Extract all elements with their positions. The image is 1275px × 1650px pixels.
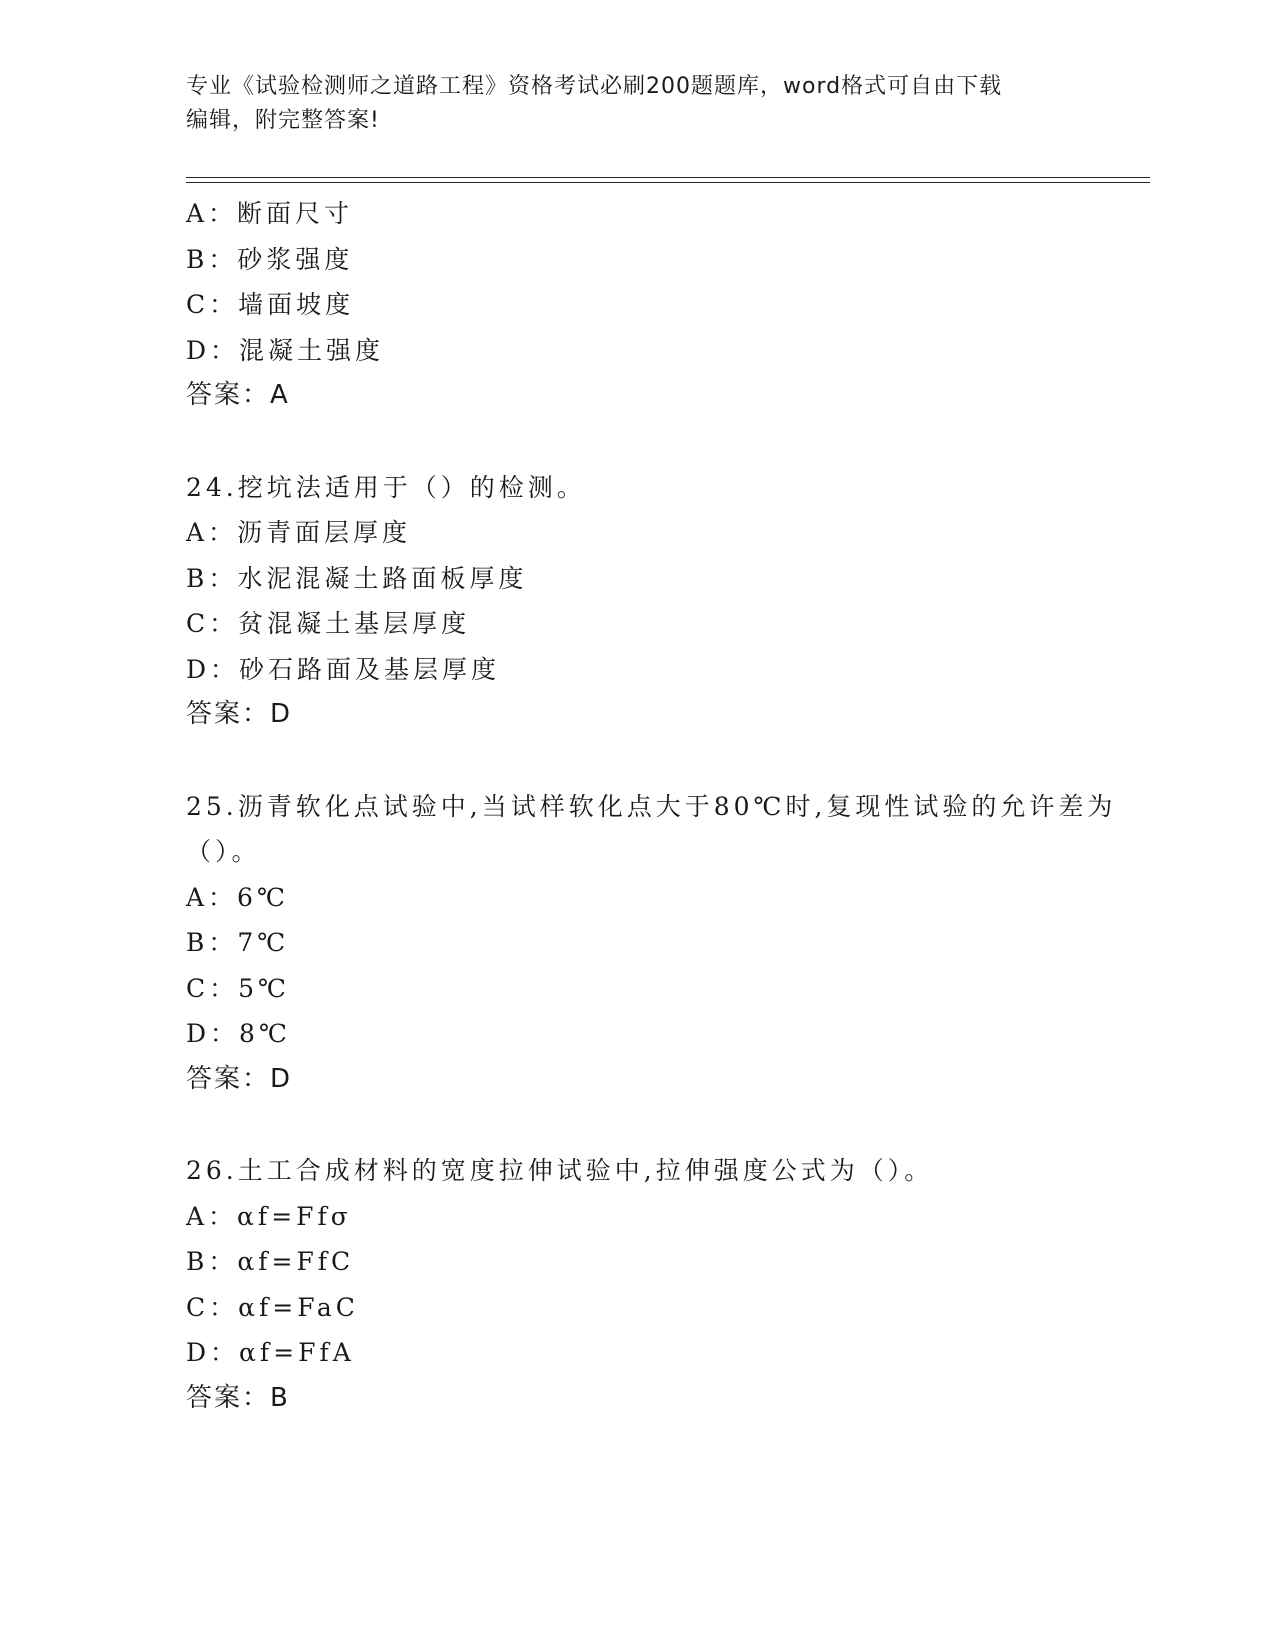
header-divider-bottom <box>186 182 1150 183</box>
answer-line: 答案：B <box>186 1382 290 1413</box>
option-a: A：αf=Ffσ <box>186 1201 352 1231</box>
question-text: 26.土工合成材料的宽度拉伸试验中,拉伸强度公式为（）。 <box>186 1156 934 1185</box>
option-c: C：墙面坡度 <box>186 290 355 319</box>
question-25 <box>186 784 1146 1103</box>
answer-line: 答案：D <box>186 699 293 729</box>
answer-line: 答案：D <box>186 1063 293 1094</box>
answer-line: 答案：A <box>186 380 290 410</box>
option-b: B：αf=FfC <box>186 1247 355 1276</box>
option-c: C：5℃ <box>186 973 291 1003</box>
question-text: 24.挖坑法适用于（）的检测。 <box>186 472 586 502</box>
option-a: A：断面尺寸 <box>186 199 354 228</box>
header-line-2: 编辑，附完整答案! <box>186 108 380 133</box>
header-line-1: 专业《试验检测师之道路工程》资格考试必刷200题题库，word格式可自由下载 <box>186 74 1003 99</box>
option-b: B：砂浆强度 <box>186 244 354 274</box>
option-d: D：混凝土强度 <box>186 335 385 365</box>
question-24 <box>186 465 1146 738</box>
question-text: 25.沥青软化点试验中,当试样软化点大于80℃时,复现性试验的允许差为（）。 <box>186 791 1117 866</box>
partial-question-block <box>186 191 1146 419</box>
option-d: D：αf=FfA <box>186 1338 355 1367</box>
option-b: B：水泥混凝土路面板厚度 <box>186 563 528 593</box>
question-26 <box>186 1148 1146 1421</box>
option-a: A：沥青面层厚度 <box>186 518 412 547</box>
document-header <box>186 70 1086 138</box>
option-d: D：砂石路面及基层厚度 <box>186 654 501 684</box>
option-b: B：7℃ <box>186 928 290 957</box>
document-body <box>186 191 1146 1421</box>
header-divider-top <box>186 177 1150 178</box>
option-d: D：8℃ <box>186 1019 291 1048</box>
option-c: C：αf=FaC <box>186 1292 359 1322</box>
option-a: A：6℃ <box>186 882 289 912</box>
option-c: C：贫混凝土基层厚度 <box>186 609 471 638</box>
